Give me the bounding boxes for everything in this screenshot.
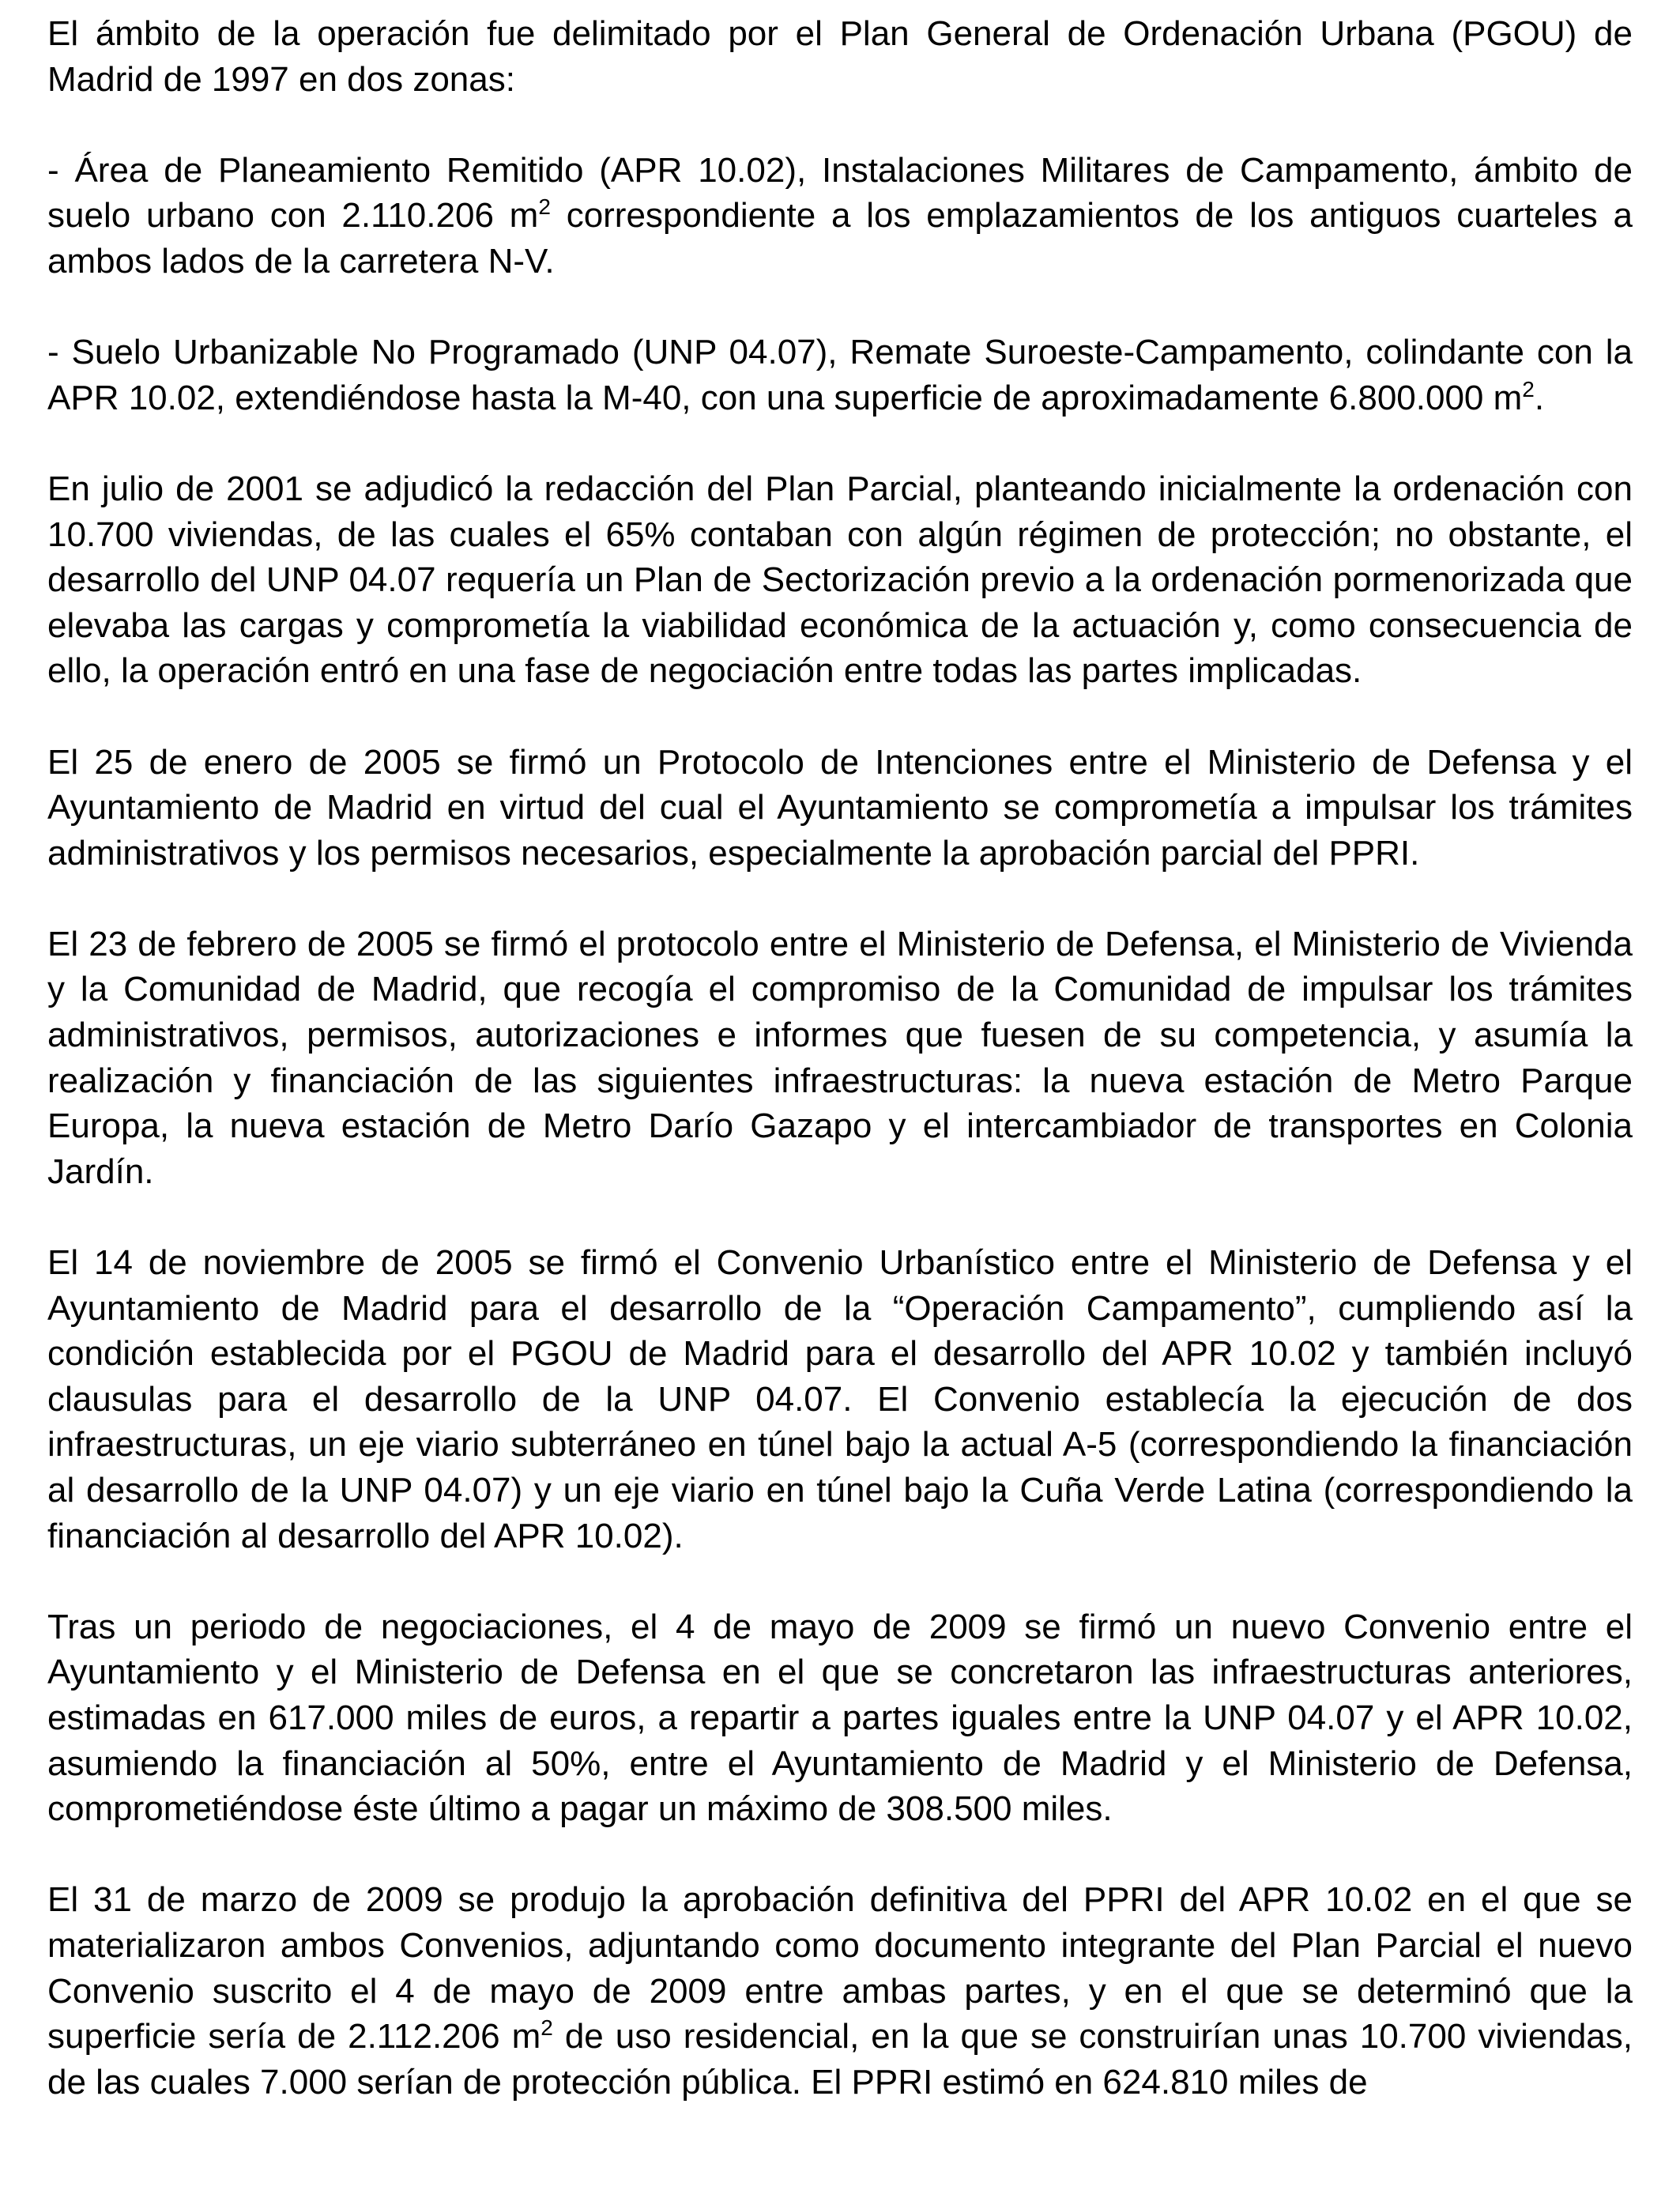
superscript-exponent: 2	[1522, 376, 1535, 401]
paragraph-text: correspondiente a los emplazamientos de los antiguos cuarteles a ambos lados de la carretera N-V.	[47, 196, 1633, 281]
paragraph-text: En julio de 2001 se adjudicó la redacción del Plan Parcial, planteando inicialmente la ordenación con 10.700 viviendas, de las cuales el 65% contaban con algún régimen de protección; no obstante, el desarrollo del UNP 04.07 requería un Plan de Sectorización previo a la ordenación pormenorizada que elevaba las cargas y comprometía la viabilidad económica de la actuación y, como consecuencia de ello, la operación entró en una fase de negociación entre todas las partes implicadas.	[47, 469, 1633, 691]
paragraph-text: de uso residencial, en la que se construirían unas 10.700 viviendas, de las cuales 7.000 serían de protección pública. El PPRI estimó en 624.810 miles de	[47, 2017, 1633, 2102]
paragraph-2005-november-agreement	[47, 1240, 1633, 1559]
paragraph-text: El 14 de noviembre de 2005 se firmó el Convenio Urbanístico entre el Ministerio de Defensa y el Ayuntamiento de Madrid para el desarrollo de la “Operación Campamento”, cumpliendo así la condición establecida por el PGOU de Madrid para el desarrollo del APR 10.02 y también incluyó clausulas para el desarrollo de la UNP 04.07. El Convenio establecía la ejecución de dos infraestructuras, un eje viario subterráneo en túnel bajo la actual A-5 (correspondiendo la financiación al desarrollo de la UNP 04.07) y un eje viario en túnel bajo la Cuña Verde Latina (correspondiendo la financiación al desarrollo del APR 10.02).	[47, 1243, 1633, 1555]
paragraph-text: El ámbito de la operación fue delimitado por el Plan General de Ordenación Urbana (PGOU) de Madrid de 1997 en dos zonas:	[47, 14, 1633, 99]
paragraph-text: El 31 de marzo de 2009 se produjo la aprobación definitiva del PPRI del APR 10.02 en el que se materializaron ambos Convenios, adjuntando como documento integrante del Plan Parcial el nuevo Convenio suscrito el 4 de mayo de 2009 entre ambas partes, y en el que se determinó que la superficie sería de 2.112.206 m	[47, 1880, 1633, 2056]
paragraph-text: El 23 de febrero de 2005 se firmó el protocolo entre el Ministerio de Defensa, el Ministerio de Vivienda y la Comunidad de Madrid, que recogía el compromiso de la Comunidad de impulsar los trámites administrativos, permisos, autorizaciones e informes que fuesen de su competencia, y asumía la realización y financiación de las siguientes infraestructuras: la nueva estación de Metro Parque Europa, la nueva estación de Metro Darío Gazapo y el intercambiador de transportes en Colonia Jardín.	[47, 924, 1633, 1191]
paragraph-apr-area	[47, 148, 1633, 285]
paragraph-2009-may-agreement	[47, 1604, 1633, 1832]
paragraph-2005-january-protocol	[47, 740, 1633, 876]
paragraph-unp-area	[47, 330, 1633, 420]
paragraph-text: .	[1534, 378, 1545, 417]
paragraph-text: - Área de Planeamiento Remitido (APR 10.02), Instalaciones Militares de Campamento, ámbito de suelo urbano con 2.110.206 m	[47, 150, 1633, 236]
paragraph-scope-intro	[47, 11, 1633, 102]
superscript-exponent: 2	[538, 194, 551, 220]
paragraph-2005-february-protocol	[47, 922, 1633, 1195]
paragraph-2009-march-approval	[47, 1877, 1633, 2105]
paragraph-text: - Suelo Urbanizable No Programado (UNP 04.07), Remate Suroeste-Campamento, colindante con la APR 10.02, extendiéndose hasta la M-40, con una superficie de aproximadamente 6.800.000 m	[47, 333, 1633, 417]
paragraph-2001-plan	[47, 466, 1633, 694]
paragraph-text: El 25 de enero de 2005 se firmó un Protocolo de Intenciones entre el Ministerio de Defensa y el Ayuntamiento de Madrid en virtud del cual el Ayuntamiento se comprometía a impulsar los trámites administrativos y los permisos necesarios, especialmente la aprobación parcial del PPRI.	[47, 742, 1633, 873]
superscript-exponent: 2	[541, 2015, 553, 2041]
paragraph-text: Tras un periodo de negociaciones, el 4 de mayo de 2009 se firmó un nuevo Convenio entre el Ayuntamiento y el Ministerio de Defensa en el que se concretaron las infraestructuras anteriores, estimadas en 617.000 miles de euros, a repartir a partes iguales entre la UNP 04.07 y el APR 10.02, asumiendo la financiación al 50%, entre el Ayuntamiento de Madrid y el Ministerio de Defensa, comprometiéndose éste último a pagar un máximo de 308.500 miles.	[47, 1607, 1633, 1829]
document-page	[47, 11, 1633, 2105]
